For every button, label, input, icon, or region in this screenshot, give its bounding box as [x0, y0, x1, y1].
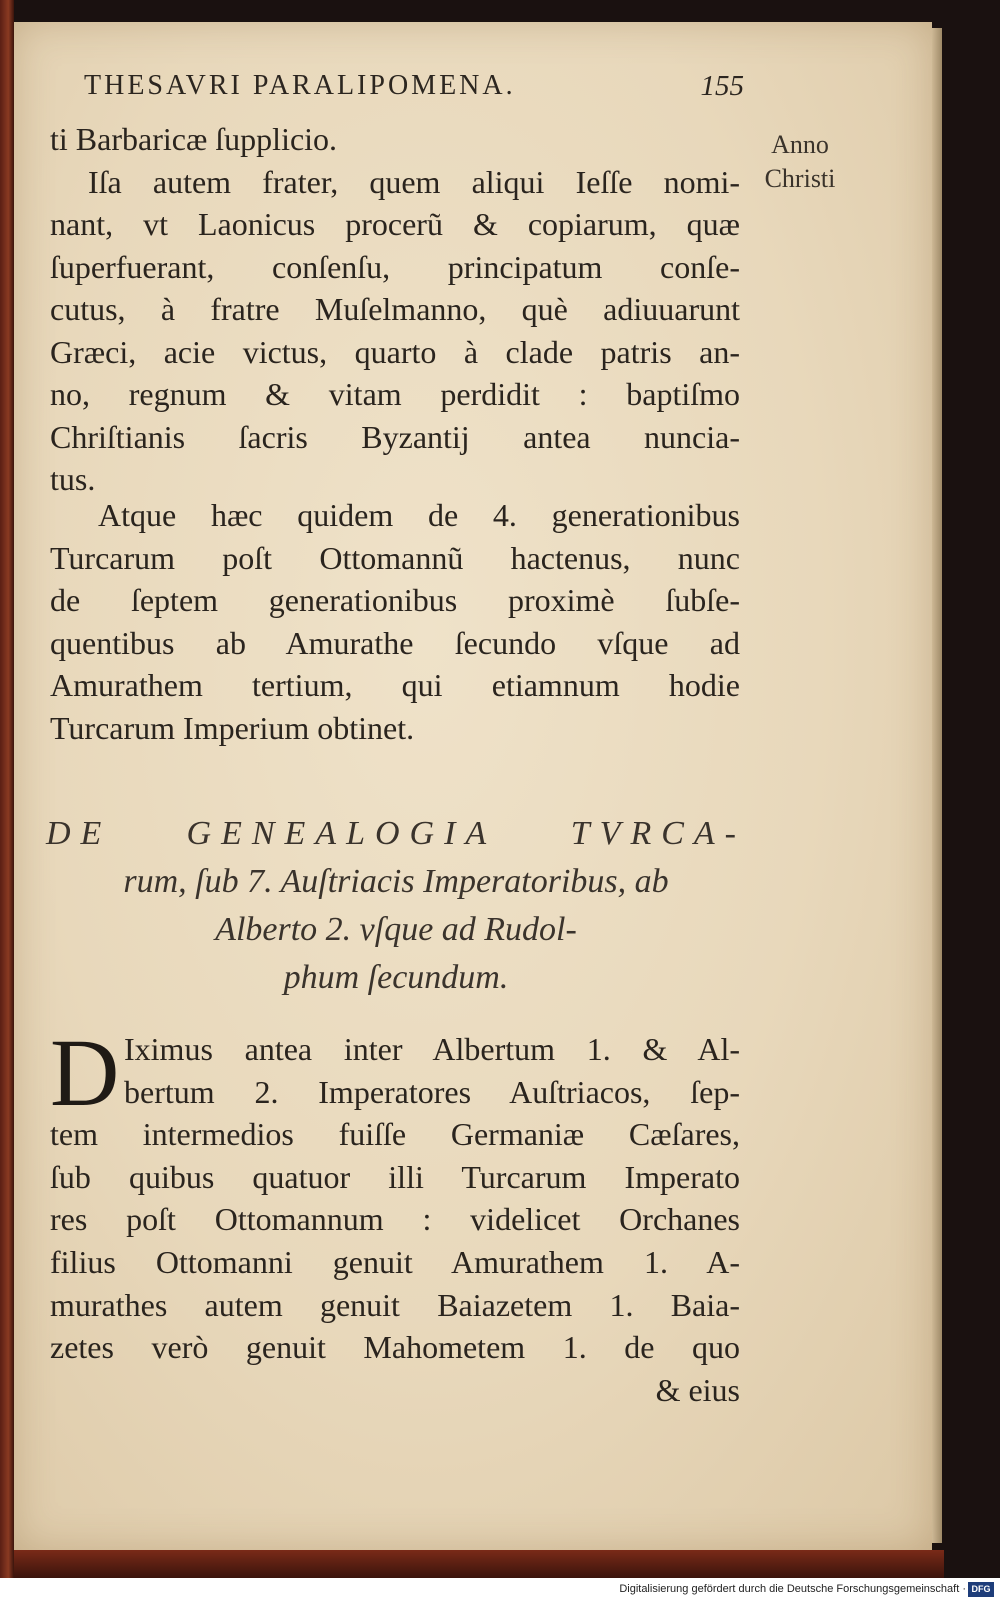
margin-note-line: Anno [771, 130, 829, 159]
book-binding [0, 0, 14, 1603]
page-edge [932, 28, 942, 1543]
paragraph-3 [50, 1019, 740, 1411]
text-line: ti Barbaricæ ſupplicio. [50, 121, 338, 157]
dfg-logo-icon: DFG [968, 1582, 994, 1597]
page-number: 155 [700, 70, 744, 102]
text-line: ſub quibus quatuor illi Turcarum Imperato [50, 1158, 740, 1195]
paragraph-1 [50, 118, 740, 501]
text-line: tus. [50, 461, 96, 497]
text-line: bertum 2. Imperatores Auſtriacos, ſep- [124, 1073, 740, 1110]
text-line: Iximus antea inter Albertum 1. & Al- [124, 1031, 740, 1067]
text-line: zetes verò genuit Mahometem 1. de quo [50, 1329, 740, 1366]
margin-note [752, 128, 848, 196]
text-line: Turcarum poſt Ottomannũ hactenus, nunc [50, 539, 740, 576]
heading-line: DE GENEALOGIA TVRCA- [46, 815, 746, 852]
heading-line: rum, ſub 7. Auſtriacis Imperatoribus, ab [123, 863, 669, 900]
text-line: tem intermedios fuiſſe Germaniæ Cæſares, [50, 1116, 740, 1153]
catchword: & eius [655, 1371, 740, 1408]
heading-line: Alberto 2. vſque ad Rudol- [215, 911, 577, 948]
text-line: nant, vt Laonicus procerũ & copiarum, quæ [50, 206, 740, 242]
text-line: cutus, à fratre Muſelmanno, què adiuuarunt [50, 291, 740, 327]
text-line: de ſeptem generationibus proximè ſubſe- [50, 582, 740, 618]
text-line: no, regnum & vitam perdidit : baptiſmo [50, 376, 740, 412]
text-line: Amurathem tertium, qui etiamnum hodie [50, 667, 740, 703]
running-head [84, 70, 744, 114]
text-line: quentibus ab Amurathe ſecundo vſque ad [50, 624, 740, 661]
text-line: Iſa autem frater, quem aliqui Ieſſe nomi- [88, 163, 740, 200]
drop-cap: D [50, 1019, 120, 1126]
text-line: Turcarum Imperium obtinet. [50, 709, 415, 746]
text-line: ſuperfuerant, conſenſu, principatum conſe- [50, 248, 740, 285]
text-line: murathes autem genuit Baiazetem 1. Baia- [50, 1286, 740, 1323]
text-line: Græci, acie victus, quarto à clade patris an- [50, 333, 740, 370]
heading-line: phum ſecundum. [283, 959, 509, 996]
section-heading [46, 810, 746, 1002]
running-head-title: THESAVRI PARALIPOMENA. [84, 70, 516, 101]
footer-bar [0, 1578, 1000, 1603]
paragraph-2 [50, 494, 740, 749]
book-cover-edge [14, 1550, 944, 1578]
margin-note-line: Christi [764, 164, 836, 193]
text-line: filius Ottomanni genuit Amurathem 1. A- [50, 1243, 740, 1280]
text-line: Atque hæc quidem de 4. generationibus [98, 497, 740, 533]
text-line: Chriſtianis ſacris Byzantij antea nuncia- [50, 418, 740, 455]
text-line: res poſt Ottomannum : videlicet Orchanes [50, 1201, 740, 1238]
footer-credit: Digitalisierung gefördert durch die Deutsche Forschungsgemeinschaft · [619, 1583, 966, 1595]
